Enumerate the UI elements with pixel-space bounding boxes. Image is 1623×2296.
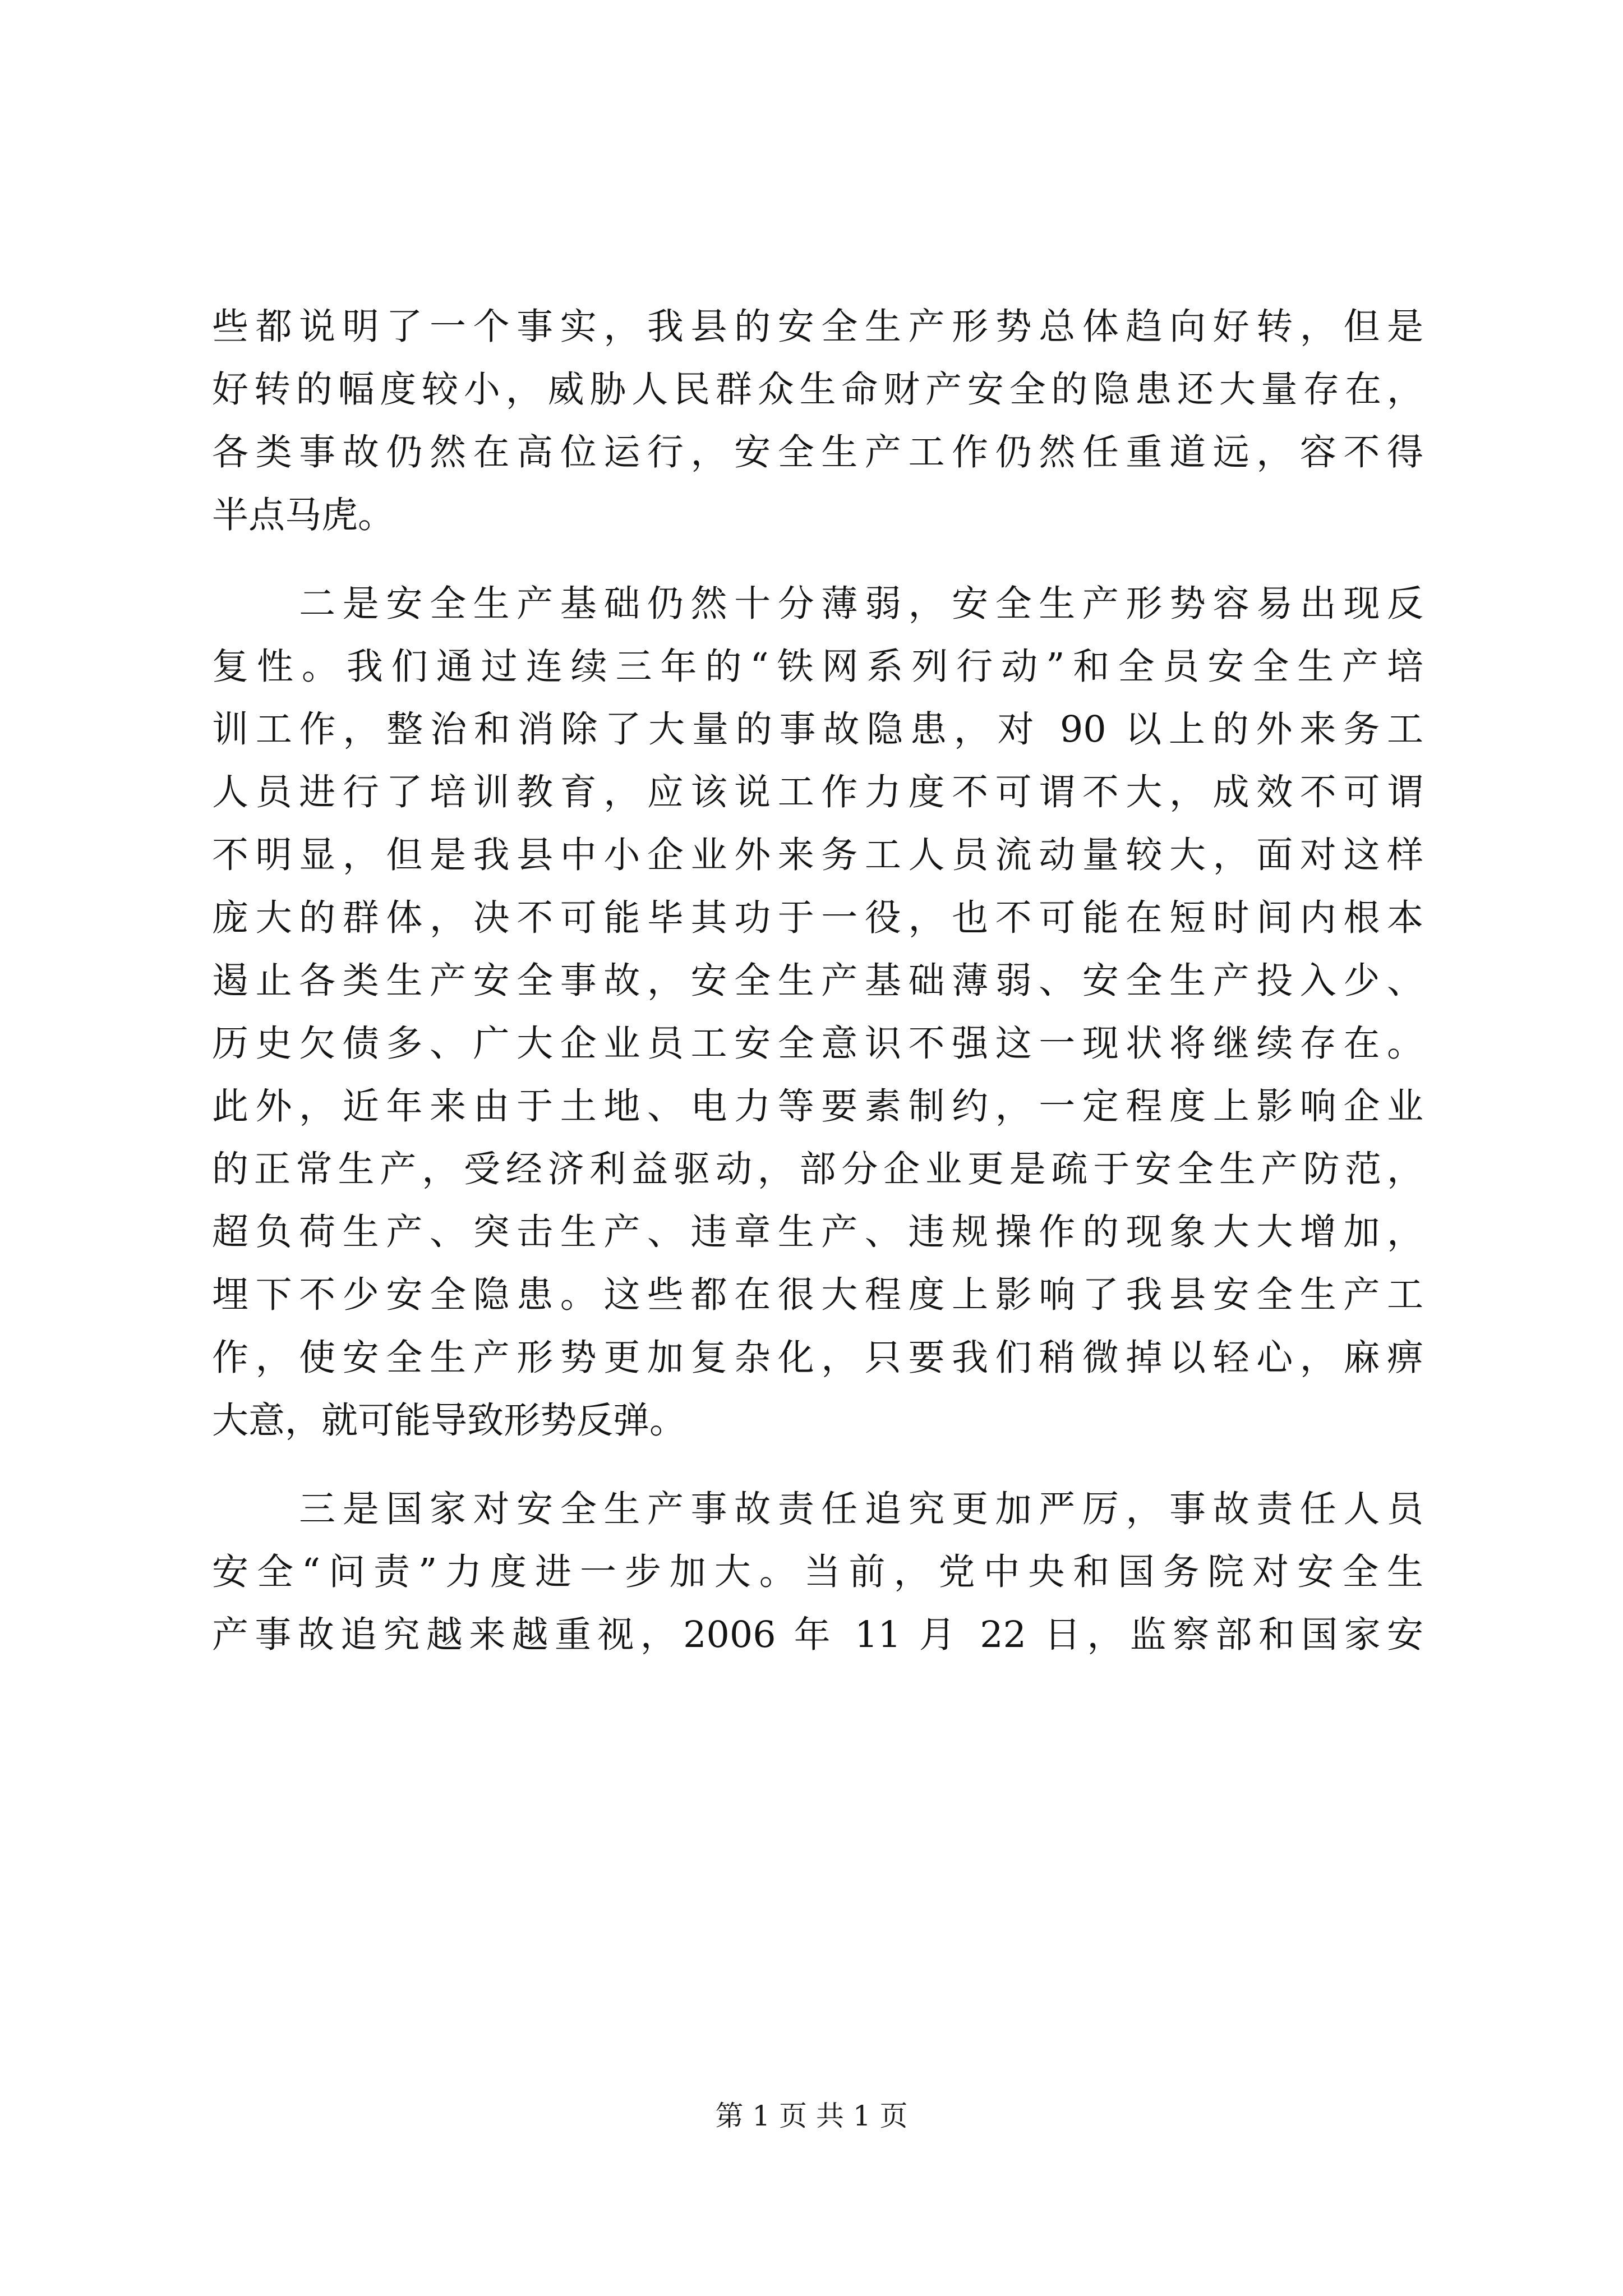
text-line: 些都说明了一个事实，我县的安全生产形势总体趋向好转，但是 (212, 306, 1423, 348)
text-line: 三是国家对安全生产事故责任追究更加严厉，事故责任人员 (212, 1488, 1423, 1530)
text-line: 埋下不少安全隐患。这些都在很大程度上影响了我县安全生产工 (212, 1274, 1423, 1316)
text-line: 大意，就可能导致形势反弹。 (212, 1400, 686, 1442)
text-line: 人员进行了培训教育，应该说工作力度不可谓不大，成效不可谓 (212, 771, 1423, 813)
text-line: 二是安全生产基础仍然十分薄弱，安全生产形势容易出现反 (212, 583, 1423, 625)
page-number-footer: 第 1 页 共 1 页 (715, 2100, 908, 2132)
text-line: 安全“问责”力度进一步加大。当前，党中央和国务院对安全生 (212, 1551, 1423, 1593)
text-line: 历史欠债多、广大企业员工安全意识不强这一现状将继续存在。 (212, 1023, 1423, 1065)
text-line: 复性。我们通过连续三年的“铁网系列行动”和全员安全生产培 (212, 646, 1423, 688)
text-line: 的正常生产，受经济利益驱动，部分企业更是疏于安全生产防范， (212, 1148, 1423, 1190)
text-line: 产事故追究越来越重视，2006 年 11 月 22 日，监察部和国家安 (212, 1614, 1423, 1656)
text-line: 好转的幅度较小，威胁人民群众生命财产安全的隐患还大量存在， (212, 369, 1423, 411)
paragraph-spacing (212, 1452, 1423, 1478)
text-line: 遏止各类生产安全事故，安全生产基础薄弱、安全生产投入少、 (212, 960, 1423, 1002)
text-line: 作，使安全生产形势更加复杂化，只要我们稍微掉以轻心，麻痹 (212, 1337, 1423, 1379)
document-body (212, 296, 1423, 1667)
paragraph-2 (212, 573, 1423, 1452)
text-line: 庞大的群体，决不可能毕其功于一役，也不可能在短时间内根本 (212, 897, 1423, 939)
text-line: 不明显，但是我县中小企业外来务工人员流动量较大，面对这样 (212, 834, 1423, 876)
text-line: 训工作，整治和消除了大量的事故隐患，对 90 以上的外来务工 (212, 708, 1423, 751)
paragraph-3 (212, 1478, 1423, 1667)
text-line: 各类事故仍然在高位运行，安全生产工作仍然任重道远，容不得 (212, 431, 1423, 473)
text-line: 此外，近年来由于土地、电力等要素制约，一定程度上影响企业 (212, 1085, 1423, 1128)
text-line: 超负荷生产、突击生产、违章生产、违规操作的现象大大增加， (212, 1211, 1423, 1253)
text-line: 半点马虎。 (212, 494, 395, 536)
paragraph-spacing (212, 547, 1423, 573)
paragraph-1 (212, 296, 1423, 547)
